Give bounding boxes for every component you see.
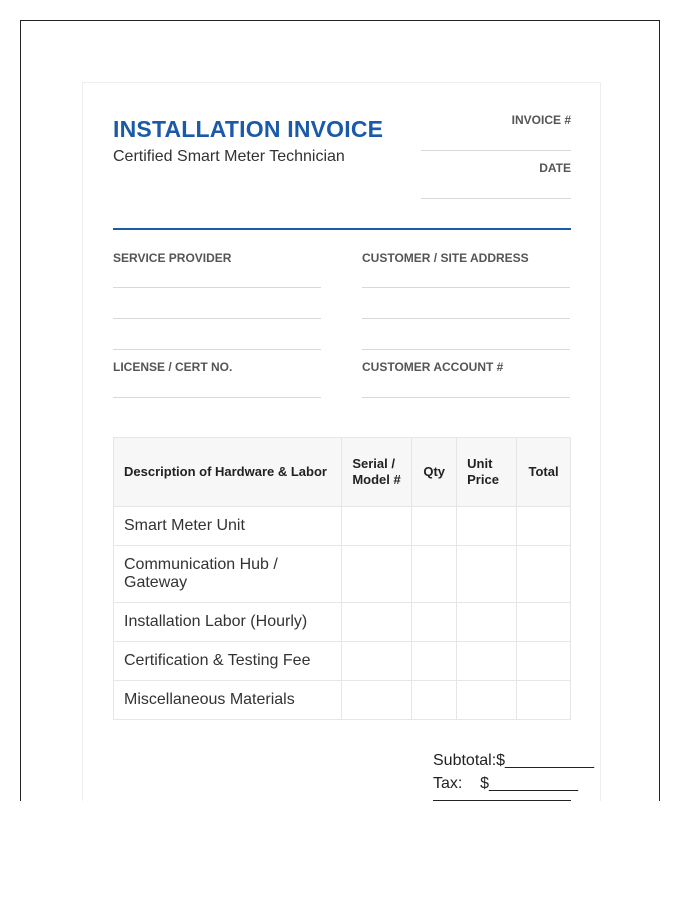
license-line[interactable] bbox=[113, 397, 321, 398]
row-description: Certification & Testing Fee bbox=[114, 642, 342, 681]
unit-price-cell[interactable] bbox=[457, 642, 517, 681]
date-label: DATE bbox=[539, 161, 571, 175]
customer-address-label: CUSTOMER / SITE ADDRESS bbox=[362, 251, 529, 265]
service-provider-line-1[interactable] bbox=[113, 287, 321, 288]
table-row bbox=[114, 603, 571, 642]
serial-cell[interactable] bbox=[342, 507, 412, 546]
unit-price-cell[interactable] bbox=[457, 603, 517, 642]
column-header-description: Description of Hardware & Labor bbox=[114, 438, 342, 507]
unit-price-cell[interactable] bbox=[457, 546, 517, 603]
page-sheet bbox=[20, 20, 660, 801]
qty-cell[interactable] bbox=[412, 603, 457, 642]
table-header-row bbox=[114, 438, 571, 507]
customer-address-line-3[interactable] bbox=[362, 349, 570, 350]
header-divider bbox=[113, 228, 571, 230]
serial-cell[interactable] bbox=[342, 642, 412, 681]
unit-price-cell[interactable] bbox=[457, 681, 517, 720]
total-cell[interactable] bbox=[517, 681, 571, 720]
qty-cell[interactable] bbox=[412, 642, 457, 681]
date-line[interactable] bbox=[421, 198, 571, 199]
total-cell[interactable] bbox=[517, 603, 571, 642]
serial-cell[interactable] bbox=[342, 603, 412, 642]
line-items-table bbox=[113, 437, 571, 720]
unit-price-cell[interactable] bbox=[457, 507, 517, 546]
table-row bbox=[114, 507, 571, 546]
qty-cell[interactable] bbox=[412, 681, 457, 720]
table-row bbox=[114, 642, 571, 681]
row-description: Miscellaneous Materials bbox=[114, 681, 342, 720]
qty-cell[interactable] bbox=[412, 507, 457, 546]
invoice-subtitle: Certified Smart Meter Technician bbox=[113, 148, 345, 165]
column-header-serial-model: Serial / Model # bbox=[342, 438, 412, 507]
tax-line[interactable]: Tax: $__________ bbox=[433, 775, 579, 792]
column-header-qty: Qty bbox=[412, 438, 457, 507]
column-header-unit-price: Unit Price bbox=[457, 438, 517, 507]
total-cell[interactable] bbox=[517, 546, 571, 603]
qty-cell[interactable] bbox=[412, 546, 457, 603]
table-row bbox=[114, 681, 571, 720]
invoice-number-line[interactable] bbox=[421, 150, 571, 151]
row-description: Installation Labor (Hourly) bbox=[114, 603, 342, 642]
customer-address-line-1[interactable] bbox=[362, 287, 570, 288]
subtotal-line[interactable]: Subtotal:$__________ bbox=[433, 752, 595, 769]
customer-account-line[interactable] bbox=[362, 397, 570, 398]
service-provider-line-3[interactable] bbox=[113, 349, 321, 350]
total-cell[interactable] bbox=[517, 642, 571, 681]
table-row bbox=[114, 546, 571, 603]
customer-account-label: CUSTOMER ACCOUNT # bbox=[362, 360, 504, 374]
totals-divider bbox=[433, 800, 571, 801]
serial-cell[interactable] bbox=[342, 546, 412, 603]
total-cell[interactable] bbox=[517, 507, 571, 546]
row-description: Smart Meter Unit bbox=[114, 507, 342, 546]
service-provider-label: SERVICE PROVIDER bbox=[113, 251, 232, 265]
column-header-total: Total bbox=[517, 438, 571, 507]
license-label: LICENSE / CERT NO. bbox=[113, 360, 233, 374]
invoice-title: INSTALLATION INVOICE bbox=[113, 116, 384, 142]
row-description: Communication Hub / Gateway bbox=[114, 546, 342, 603]
invoice-number-label: INVOICE # bbox=[511, 113, 571, 127]
customer-address-line-2[interactable] bbox=[362, 318, 570, 319]
service-provider-line-2[interactable] bbox=[113, 318, 321, 319]
serial-cell[interactable] bbox=[342, 681, 412, 720]
